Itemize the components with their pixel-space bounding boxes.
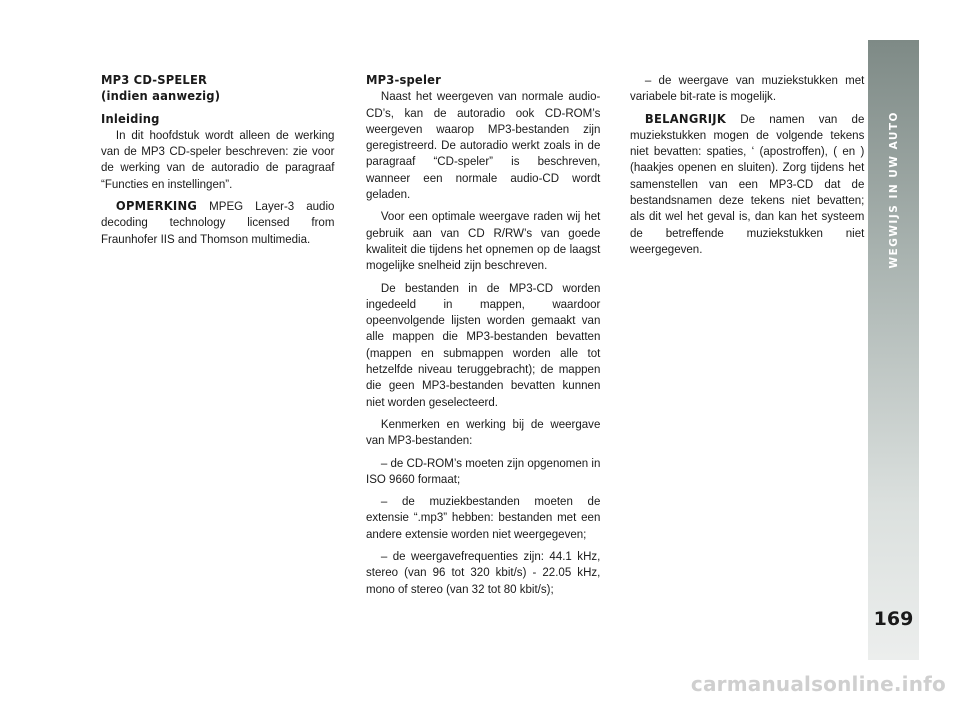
- section-heading-inleiding: Inleiding: [101, 110, 160, 126]
- sidebar-title: [868, 70, 919, 310]
- list-item: – de muziekbestanden moeten de extensie “.mp3” hebben: bestanden met een andere extensie worden niet weergegeven;: [366, 494, 601, 541]
- note-paragraph: [101, 198, 334, 247]
- intro-paragraph: In dit hoofdstuk wordt alleen de werking van de MP3 CD-speler beschreven: zie voor de werking van de autoradio de paragraaf “Functies en instellingen”.: [101, 127, 335, 191]
- body-paragraph: Voor een optimale weergave raden wij het gebruik aan van CD R/RW’s van goede kwaliteit die tijdens het opnemen op de laagst mogelijke snelheid zijn beschreven.: [366, 209, 601, 273]
- chapter-sidebar-tab: [868, 40, 919, 660]
- note-label: OPMERKING: [115, 198, 198, 214]
- column-right: [630, 72, 864, 263]
- page-number: 169: [873, 608, 914, 630]
- column-middle: [366, 72, 600, 603]
- watermark: carmanualsonline.info: [690, 672, 946, 696]
- important-text: De namen van de muziekstukken mogen de volgende tekens niet bevatten: spaties, ‘ (apostroffen), ( en ) (haakjes openen en sluiten). Zorg tijdens het samenstellen van een MP3-CD dat de bestandsnamen deze tekens niet bevatten; als dit wel het geval is, dan kan het systeem de betreffende muziekstukken niet weergegeven.: [630, 111, 865, 256]
- chapter-title: MP3 CD-SPELER: [101, 72, 208, 87]
- important-paragraph: [630, 111, 864, 258]
- section-heading-mp3-speler: MP3-speler: [366, 72, 441, 87]
- list-item: – de weergave van muziekstukken met variabele bit-rate is mogelijk.: [630, 73, 865, 104]
- list-item: – de CD-ROM’s moeten zijn opgenomen in ISO 9660 formaat;: [366, 455, 601, 486]
- note-text: MPEG Layer-3 audio decoding technology licensed from Fraunhofer IIS and Thomson multimedia.: [101, 199, 335, 246]
- list-item: – de weergavefrequenties zijn: 44.1 kHz, stereo (van 96 tot 320 kbit/s) - 22.05 kHz, mono of stereo (van 32 tot 80 kbit/s);: [366, 549, 601, 596]
- body-paragraph: Naast het weergeven van normale audio-CD’s, kan de autoradio ook CD-ROM’s weergeven waarop MP3-bestanden zijn geregistreerd. De autoradio werkt zoals in de paragraaf “CD-speler” is beschreven, wanneer een normale audio-CD wordt geladen.: [366, 89, 601, 202]
- chapter-subtitle: (indien aanwezig): [101, 88, 221, 104]
- important-label: BELANGRIJK: [644, 110, 727, 126]
- column-left: [101, 72, 334, 253]
- body-paragraph: De bestanden in de MP3-CD worden ingedeeld in mappen, waardoor opeenvolgende lijsten worden gemaakt van alle mappen die MP3-bestanden bevatten (mappen en submappen worden alle tot hetzelfde niveau teruggebracht); de mappen die geen MP3-bestanden bevatten kunnen niet worden geselecteerd.: [366, 280, 601, 409]
- body-paragraph: Kenmerken en werking bij de weergave van MP3-bestanden:: [366, 416, 601, 448]
- sidebar-title-text: WEGWIJS IN UW AUTO: [887, 111, 900, 269]
